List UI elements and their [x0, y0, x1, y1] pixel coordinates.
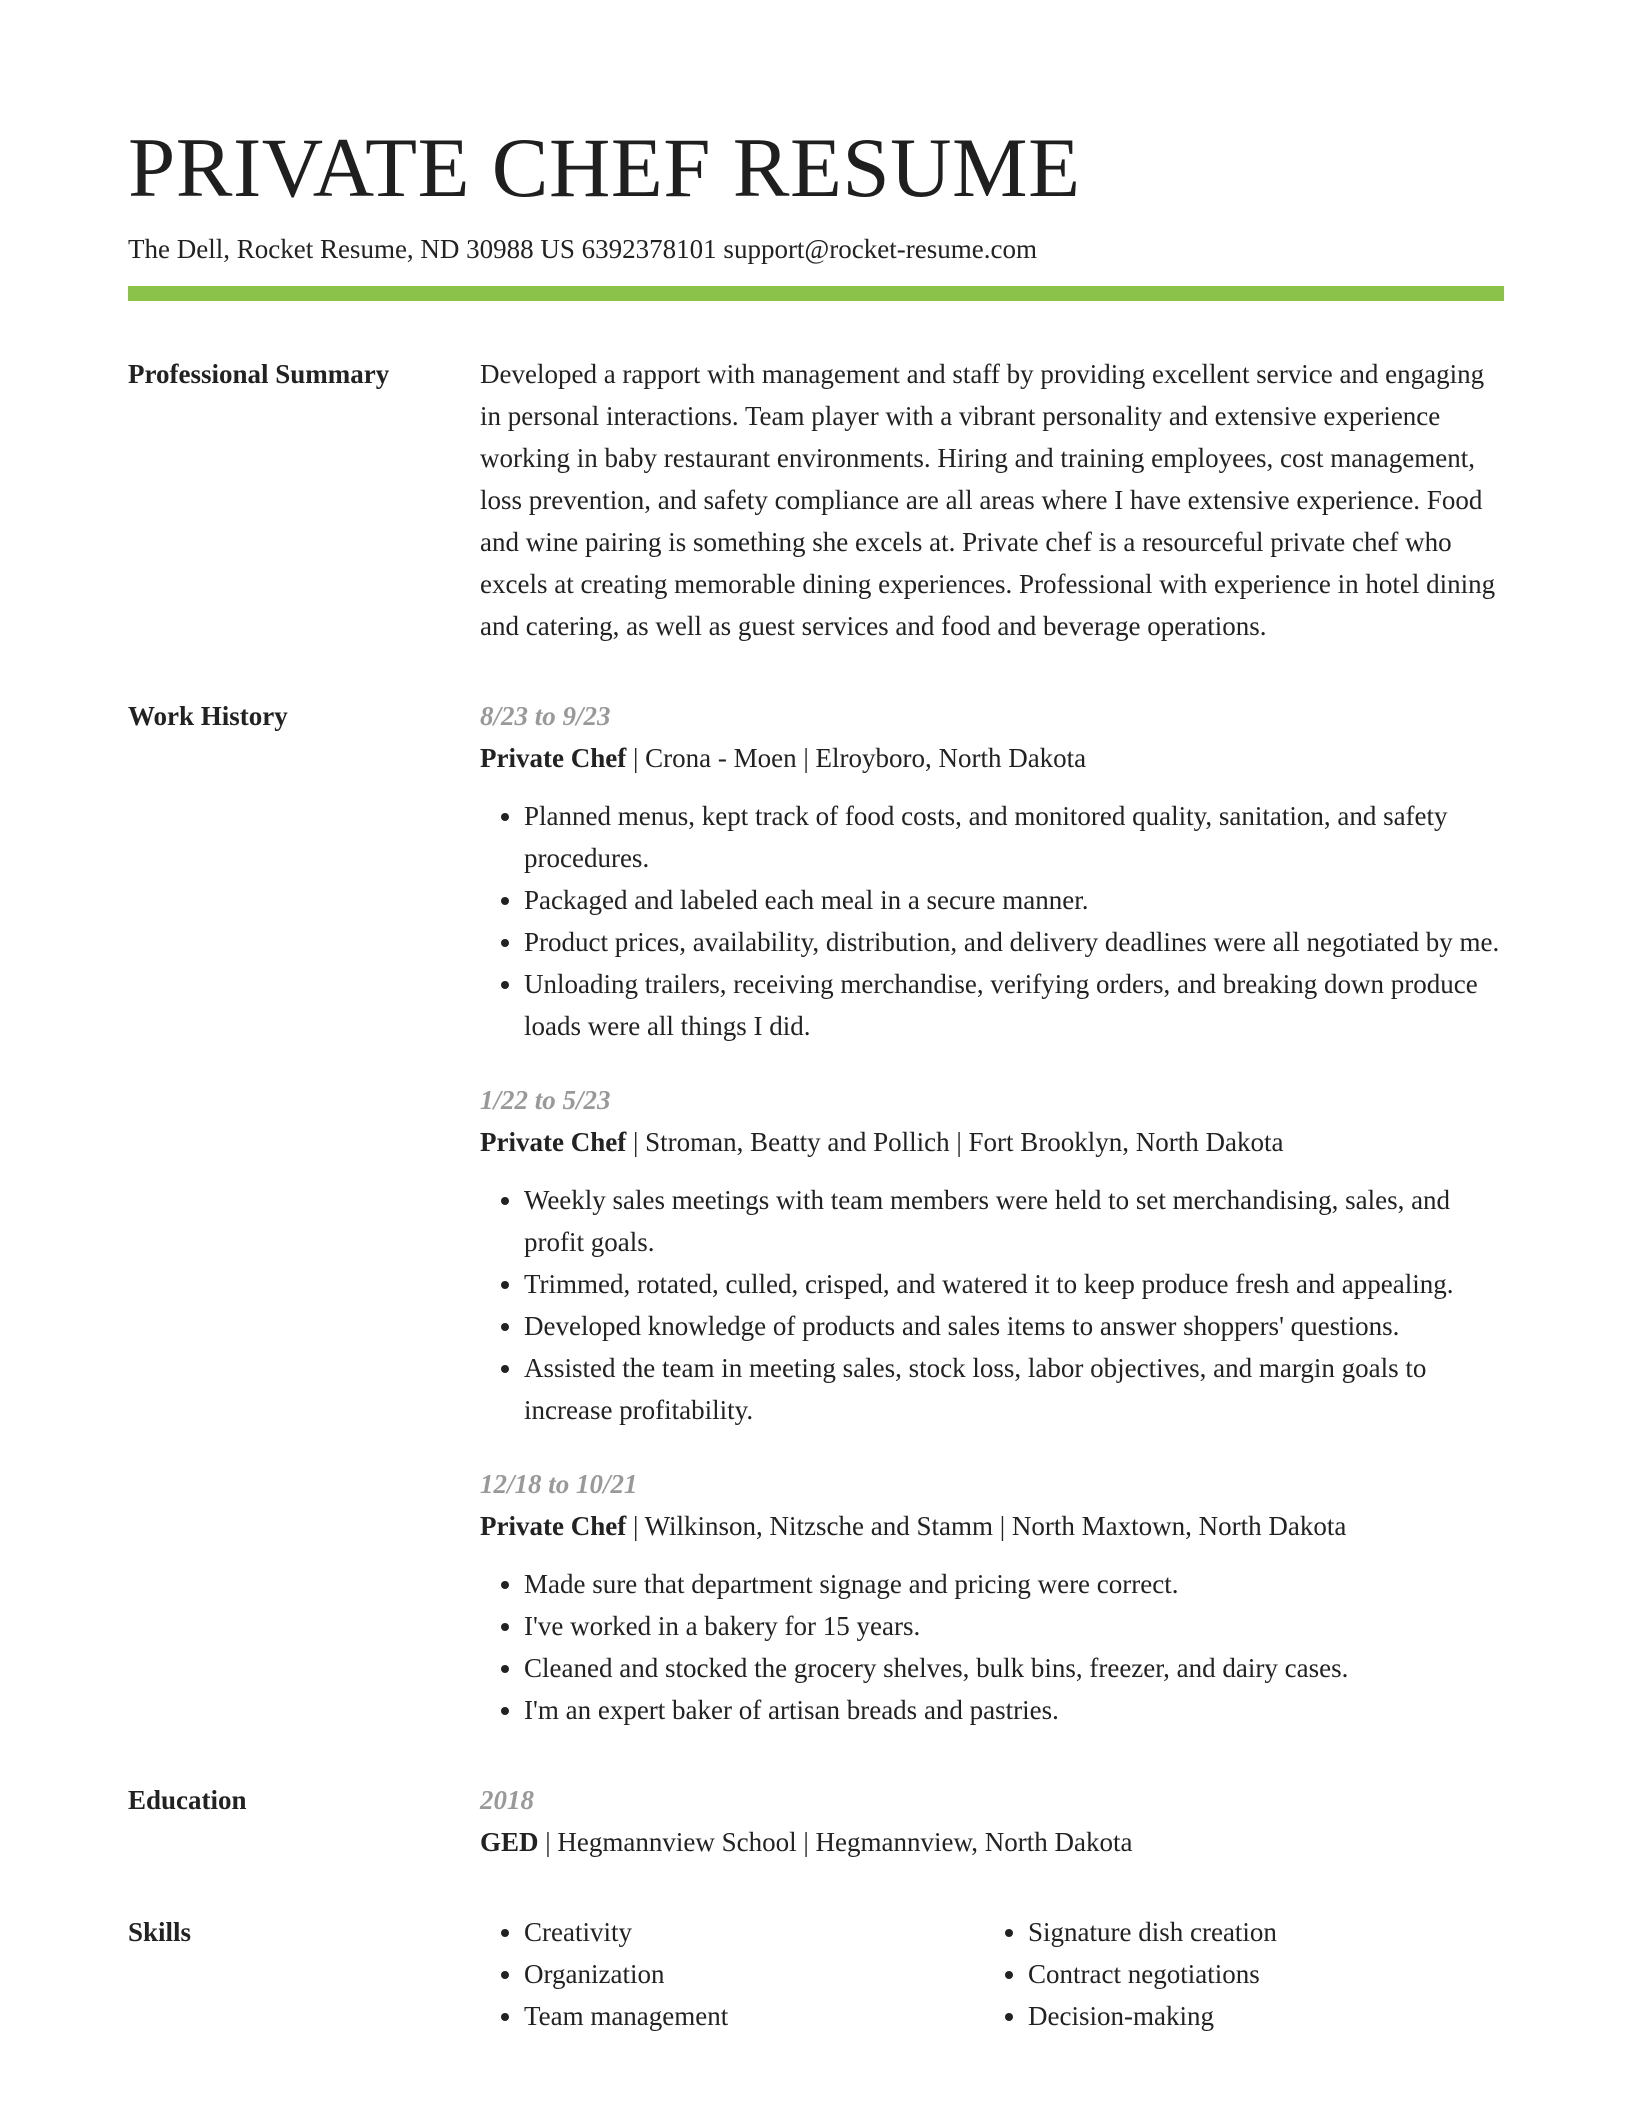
job-bullet: • Weekly sales meetings with team members were held to set merchandising, sales, and profit goals.	[524, 1179, 1504, 1263]
job-bullet: • Trimmed, rotated, culled, crisped, and watered it to keep produce fresh and appealing.	[524, 1263, 1504, 1305]
job-bullet: • Planned menus, kept track of food costs, and monitored quality, sanitation, and safety procedures.	[524, 795, 1504, 879]
skill-item: • Creativity	[524, 1911, 984, 1953]
education-details: | Hegmannview School | Hegmannview, North Dakota	[538, 1827, 1133, 1857]
job-entry	[480, 695, 1504, 1047]
education-section	[128, 1779, 1504, 1863]
resume-title: PRIVATE CHEF RESUME	[128, 121, 1081, 215]
job-details: | Stroman, Beatty and Pollich | Fort Brooklyn, North Dakota	[626, 1127, 1284, 1157]
job-bullet: • Made sure that department signage and pricing were correct.	[524, 1563, 1504, 1605]
skill-item: • Team management	[524, 1995, 984, 2037]
job-bullet: • I'm an expert baker of artisan breads and pastries.	[524, 1689, 1504, 1731]
skills-content	[480, 1911, 1504, 2037]
job-role-line	[480, 737, 1504, 779]
job-title: Private Chef	[480, 1511, 627, 1541]
skill-item: • Decision-making	[1028, 1995, 1488, 2037]
work-history-label: Work History	[128, 701, 288, 731]
job-role-line	[480, 1505, 1504, 1547]
job-entry	[480, 1463, 1504, 1731]
education-label: Education	[128, 1785, 247, 1815]
job-details: | Crona - Moen | Elroyboro, North Dakota	[626, 743, 1087, 773]
job-bullets	[480, 795, 1504, 1047]
skill-item: • Signature dish creation	[1028, 1911, 1488, 1953]
education-content	[480, 1779, 1504, 1863]
job-dates: 8/23 to 9/23	[480, 701, 611, 731]
skill-item: • Organization	[524, 1953, 984, 1995]
job-bullet: • Developed knowledge of products and sales items to answer shoppers' questions.	[524, 1305, 1504, 1347]
summary-text: Developed a rapport with management and staff by providing excellent service and engaging in personal interactions. Team player with a vibrant personality and extensive experience working in baby restaurant environments. Hiring and training employees, cost management, loss prevention, and safety compliance are all areas where I have extensive experience. Food and wine pairing is something she excels at. Private chef is a resourceful private chef who excels at creating memorable dining experiences. Professional with experience in hotel dining and catering, as well as guest services and food and beverage operations.	[480, 359, 1496, 641]
job-dates: 1/22 to 5/23	[480, 1085, 611, 1115]
skills-list-left	[480, 1911, 984, 2037]
skills-section	[128, 1911, 1504, 2037]
job-bullet: • Unloading trailers, receiving merchandise, verifying orders, and breaking down produce loads were all things I did.	[524, 963, 1504, 1047]
summary-label: Professional Summary	[128, 359, 390, 389]
job-bullet: • I've worked in a bakery for 15 years.	[524, 1605, 1504, 1647]
job-details: | Wilkinson, Nitzsche and Stamm | North Maxtown, North Dakota	[626, 1511, 1347, 1541]
skills-list-right	[984, 1911, 1488, 2037]
job-bullet: • Packaged and labeled each meal in a secure manner.	[524, 879, 1504, 921]
job-role-line	[480, 1121, 1504, 1163]
education-year: 2018	[480, 1785, 534, 1815]
job-bullet: • Assisted the team in meeting sales, stock loss, labor objectives, and margin goals to increase profitability.	[524, 1347, 1504, 1431]
job-title: Private Chef	[480, 1127, 627, 1157]
job-title: Private Chef	[480, 743, 627, 773]
work-history-content	[480, 695, 1504, 1731]
job-bullets	[480, 1563, 1504, 1731]
work-history-section	[128, 695, 1504, 1731]
summary-content	[480, 353, 1504, 647]
job-bullets	[480, 1179, 1504, 1431]
education-line	[480, 1821, 1504, 1863]
job-bullet: • Product prices, availability, distribution, and delivery deadlines were all negotiated by me.	[524, 921, 1504, 963]
skill-item: • Contract negotiations	[1028, 1953, 1488, 1995]
education-degree: GED	[480, 1827, 539, 1857]
job-dates: 12/18 to 10/21	[480, 1469, 638, 1499]
summary-section	[128, 353, 1504, 647]
skills-label: Skills	[128, 1917, 192, 1947]
job-bullet: • Cleaned and stocked the grocery shelves, bulk bins, freezer, and dairy cases.	[524, 1647, 1504, 1689]
skills-columns	[480, 1911, 1504, 2037]
contact-info: The Dell, Rocket Resume, ND 30988 US 6392378101 support@rocket-resume.com	[128, 234, 1037, 264]
header-divider	[128, 286, 1504, 301]
job-entry	[480, 1079, 1504, 1431]
